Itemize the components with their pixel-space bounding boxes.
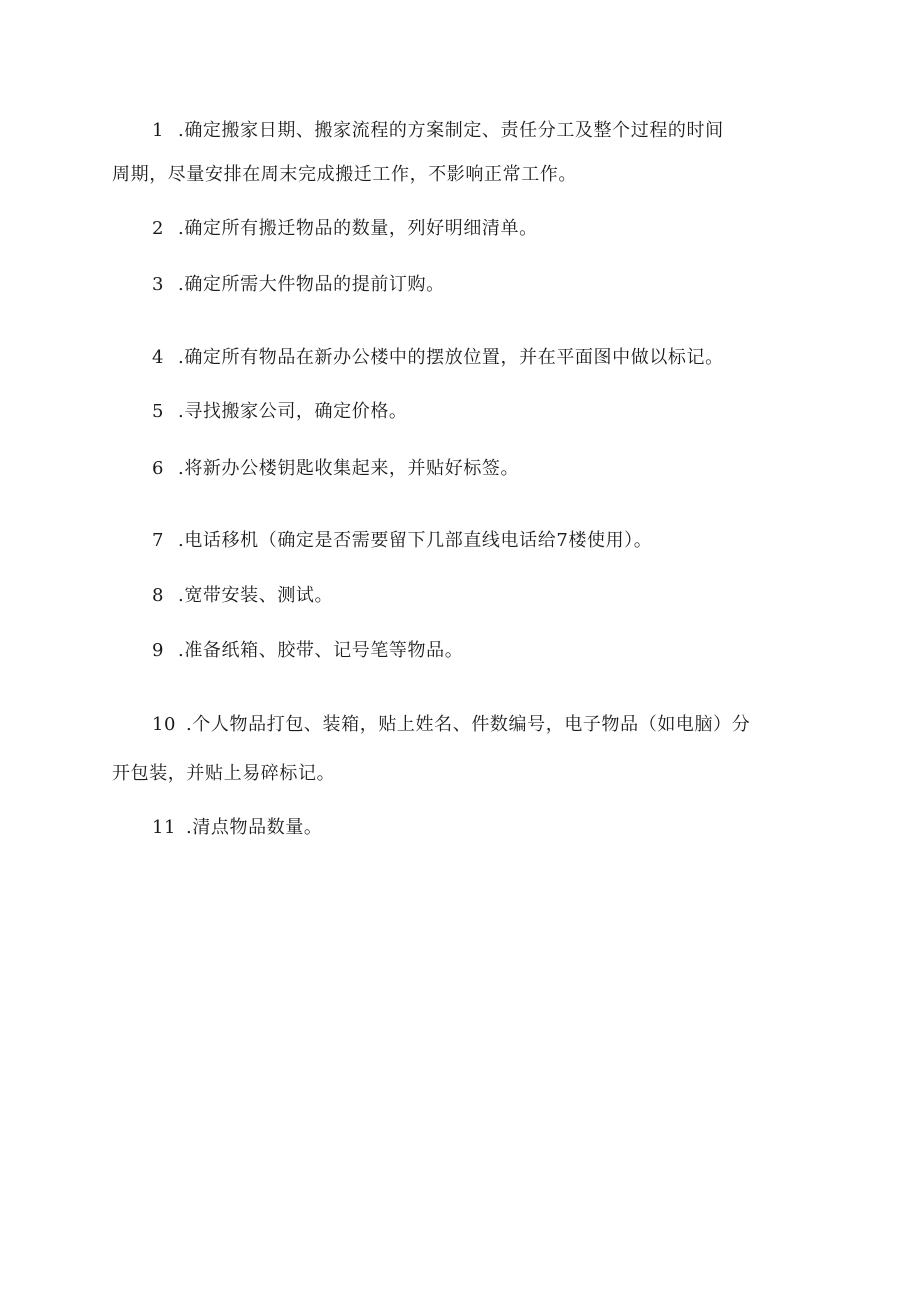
item-text: .寻找搬家公司，确定价格。 [178, 401, 408, 422]
item-number: 11 [152, 817, 177, 838]
item-text: .电话移机（确定是否需要留下几部直线电话给7楼使用）。 [178, 530, 653, 551]
list-item-11 [152, 819, 323, 837]
list-item-10 [152, 716, 750, 734]
item-text: .宽带安装、测试。 [178, 585, 334, 606]
list-item-10-continuation [112, 765, 335, 783]
item-number: 9 [152, 640, 165, 661]
item-number: 6 [152, 458, 165, 479]
list-item-8 [152, 587, 333, 605]
item-number: 3 [152, 274, 165, 295]
item-number: 2 [152, 218, 165, 239]
list-item-2 [152, 220, 538, 238]
item-text: .清点物品数量。 [186, 817, 323, 838]
item-text: .确定搬家日期、搬家流程的方案制定、责任分工及整个过程的时间 [178, 120, 724, 141]
item-number: 7 [152, 530, 165, 551]
item-text: .确定所需大件物品的提前订购。 [178, 274, 445, 295]
list-item-1 [152, 122, 724, 140]
item-text: .准备纸箱、胶带、记号笔等物品。 [178, 640, 464, 661]
item-text: .确定所有搬迁物品的数量，列好明细清单。 [178, 218, 538, 239]
item-number: 1 [152, 120, 165, 141]
list-item-4 [152, 349, 724, 367]
item-number: 8 [152, 585, 165, 606]
item-text: 开包装，并贴上易碎标记。 [112, 763, 336, 784]
list-item-6 [152, 460, 519, 478]
list-item-5 [152, 403, 408, 421]
item-number: 4 [152, 347, 165, 368]
item-text: .确定所有物品在新办公楼中的摆放位置，并在平面图中做以标记。 [178, 347, 724, 368]
list-item-7 [152, 532, 652, 550]
list-item-9 [152, 642, 463, 660]
item-text: 周期，尽量安排在周末完成搬迁工作，不影响正常工作。 [112, 164, 577, 185]
item-text: .将新办公楼钥匙收集起来，并贴好标签。 [178, 458, 520, 479]
item-number: 5 [152, 401, 165, 422]
list-item-3 [152, 276, 445, 294]
item-text: .个人物品打包、装箱，贴上姓名、件数编号，电子物品（如电脑）分 [186, 714, 751, 735]
list-item-1-continuation [112, 166, 577, 184]
item-number: 10 [152, 714, 177, 735]
